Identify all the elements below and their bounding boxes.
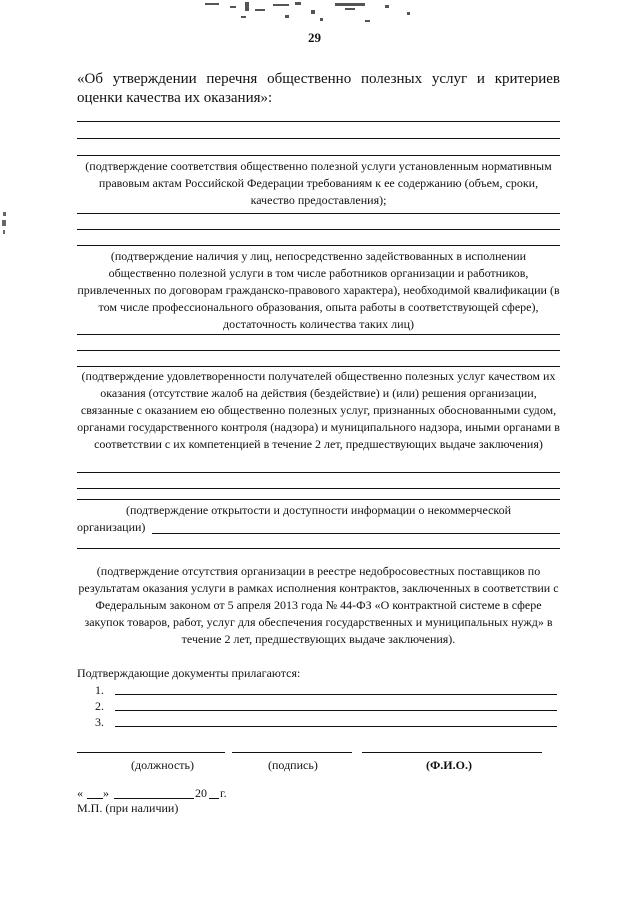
stamp-label: М.П. (при наличии) xyxy=(77,801,179,815)
attachment-line xyxy=(115,726,557,727)
caption-information-openness: (подтверждение открытости и доступности информации о некоммерческой xyxy=(125,503,512,517)
date-quote-close: » xyxy=(103,786,109,800)
attachment-line xyxy=(115,694,557,695)
attachment-line xyxy=(115,710,557,711)
caption-unscrupulous-suppliers: (подтверждение отсутствия организации в реестре недобросовестных поставщиков по результатам оказания услуги в рамках исполнения контрактов, заключенных в соответствии с Федеральным законом от 5 апреля 2013 года № 44-ФЗ «О контрактной системе в сфере закупок товаров, работ, услуг для обеспечения государственных и муниципальных нужд» в течение 2 лет, предшествующих выдаче заключения). xyxy=(78,564,559,646)
fill-line xyxy=(77,213,560,214)
fill-line xyxy=(77,472,560,473)
fill-line xyxy=(77,138,560,139)
date-day-line xyxy=(87,798,103,799)
fill-line xyxy=(77,229,560,230)
position-line xyxy=(77,752,225,753)
fill-line xyxy=(77,499,560,500)
document-heading: «Об утверждении перечня общественно полезных услуг и критериев оценки качества их оказания»: xyxy=(77,71,560,106)
scan-noise xyxy=(185,0,445,28)
attachment-number: 2. xyxy=(95,699,104,713)
page-number: 29 xyxy=(308,30,321,45)
attachments-title: Подтверждающие документы прилагаются: xyxy=(77,666,301,680)
fill-line xyxy=(77,488,560,489)
fill-line xyxy=(77,366,560,367)
position-label: (должность) xyxy=(131,758,194,772)
fill-line xyxy=(77,334,560,335)
date-year-line xyxy=(209,798,219,799)
signature-label: (подпись) xyxy=(268,758,318,772)
scan-edge-marks xyxy=(0,210,8,240)
caption-organization-label: организации) xyxy=(77,520,146,534)
caption-recipient-satisfaction: (подтверждение удовлетворенности получателей общественно полезных услуг качеством их оказания (отсутствие жалоб на действия (бездействие) и (или) решения организации, связанные с оказанием ею общественно полезных услуг, признанных обоснованными судом, органами государственного контроля (надзора) и муниципального надзора, иными органами в соответствии с их компетенцией в течение 2 лет, предшествующих выдаче заключения) xyxy=(77,369,560,451)
date-year-suffix: г. xyxy=(220,786,227,800)
fill-line xyxy=(77,155,560,156)
attachment-number: 1. xyxy=(95,683,104,697)
date-quote-open: « xyxy=(77,786,83,800)
caption-staff-qualification: (подтверждение наличия у лиц, непосредственно задействованных в исполнении общественно полезной услуги в том числе работников организации и работников, привлеченных по договорам гражданско-правового характера), необходимой квалификации (в том числе профессионального образования, опыта работы в соответствующей сфере), достаточность количества таких лиц) xyxy=(77,249,560,331)
attachment-number: 3. xyxy=(95,715,104,729)
name-label: (Ф.И.О.) xyxy=(426,758,472,772)
fill-line xyxy=(77,350,560,351)
fill-line xyxy=(77,121,560,122)
fill-line xyxy=(77,245,560,246)
fill-line xyxy=(77,548,560,549)
caption-service-compliance: (подтверждение соответствия общественно полезной услуги установленным нормативным правовым актам Российской Федерации требованиям к ее содержанию (объем, сроки, качество предоставления); xyxy=(85,159,552,207)
fill-line xyxy=(152,533,560,534)
date-year-prefix: 20 xyxy=(195,786,207,800)
name-line xyxy=(362,752,542,753)
date-month-line xyxy=(114,798,194,799)
signature-line xyxy=(232,752,352,753)
